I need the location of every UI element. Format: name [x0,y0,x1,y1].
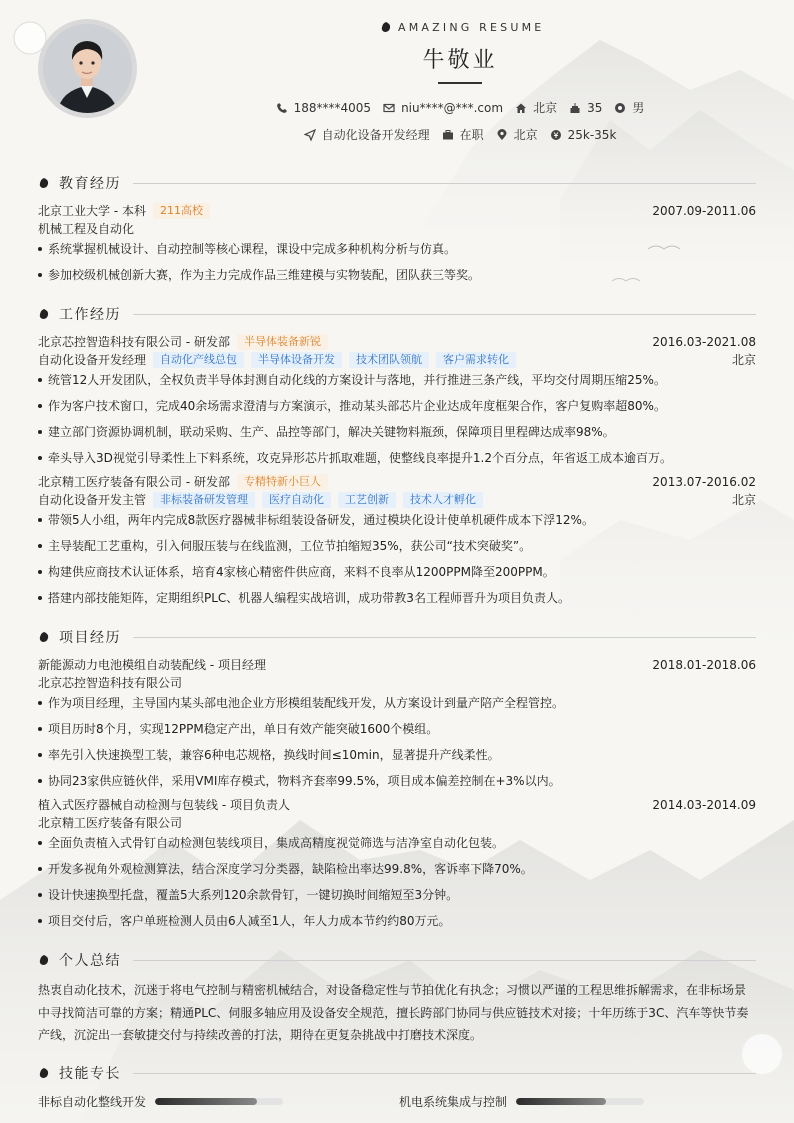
status-text: 在职 [459,128,484,142]
role-name: 自动化设备开发经理 [38,353,147,367]
skill-name: 机电系统集成与控制 [399,1094,508,1109]
school-name: 北京工业大学 - 本科 [38,204,146,218]
education-major-row [38,220,756,237]
ink-drop-icon [38,1067,50,1079]
briefcase-icon [442,129,454,141]
mail-icon [383,102,395,114]
ink-drop-icon [38,954,50,966]
skill-tag: 客户需求转化 [436,352,516,368]
project-header-row [38,796,756,813]
project-bullet: 项目交付后，客户单班检测人员由6人减至1人，年人力成本节约约80万元。 [38,912,756,929]
work-bullet: 带领5人小组，两年内完成8款医疗器械非标组装设备研发，通过模块化设计使单机硬件成本下浮12%。 [38,511,756,528]
skill-bar [155,1098,283,1105]
section-skills [38,1064,756,1082]
salary-icon [550,129,562,141]
home-text: 北京 [533,101,558,115]
ink-drop-icon [380,21,392,33]
company-tag: 专精特新小巨人 [237,474,328,490]
phone-text: 188****4005 [293,100,372,115]
job-intent-row [0,126,794,143]
work-bullet: 统管12人开发团队，全权负责半导体封测自动化线的方案设计与落地，并行推进三条产线，平均交付周期压缩25%。 [38,371,756,388]
header-tagline [380,20,544,34]
contact-row [0,99,794,116]
work-bullet: 建立部门资源协调机制，联动采购、生产、品控等部门，解决关键物料瓶颈，保障项目里程碑达成率98%。 [38,423,756,440]
company-name: 北京精工医疗装备有限公司 - 研发部 [38,475,230,489]
skill-tag: 自动化产线总包 [153,352,244,368]
job-position [304,126,430,143]
send-icon [304,129,316,141]
company-name: 北京芯控智造科技有限公司 - 研发部 [38,335,230,349]
project-company-row [38,814,756,831]
work-bullet: 主导装配工艺重构，引入伺服压装与在线监测，工位节拍缩短35%，获公司“技术突破奖”。 [38,537,756,554]
work-period: 2013.07-2016.02 [652,474,756,489]
phone-icon [276,102,288,114]
skill-bar [516,1098,644,1105]
skill-tag: 非标装备研发管理 [153,492,255,508]
email-text: niu****@***.com [401,100,504,115]
project-bullet: 全面负责植入式骨钉自动检测包装线项目，集成高精度视觉筛选与洁净室自动化包装。 [38,834,756,851]
project-bullet: 设计快速换型托盘，覆盖5大系列120余款骨钉，一键切换时间缩短至3分钟。 [38,886,756,903]
project-company-row [38,674,756,691]
contact-email [383,101,503,115]
gender-text: 男 [632,101,645,115]
work-header-row [38,473,756,490]
skill-item [38,1093,283,1109]
section-work [38,305,756,323]
education-period: 2007.09-2011.06 [652,203,756,218]
work-header-row [38,333,756,350]
job-status [442,126,484,143]
gender-icon [614,102,626,114]
section-summary [38,951,756,969]
work-city: 北京 [731,493,756,507]
education-bullet: 系统掌握机械设计、自动控制等核心课程，课设中完成多种机构分析与仿真。 [38,240,756,257]
major-name: 机械工程及自动化 [38,222,135,236]
ink-drop-icon [38,177,50,189]
work-role-row [38,491,756,508]
section-divider [133,960,756,961]
skill-bar-fill [155,1098,257,1105]
skill-tag: 技术人才孵化 [403,492,483,508]
skill-name: 非标自动化整线开发 [38,1094,147,1109]
ink-drop-icon [38,308,50,320]
education-bullet: 参加校级机械创新大赛，作为主力完成作品三维建模与实物装配，团队获三等奖。 [38,266,756,283]
company-tag: 半导体装备新锐 [237,334,328,350]
tagline-text: AMAZING RESUME [398,20,545,34]
section-title: 教育经历 [59,176,121,192]
section-divider [133,314,756,315]
project-bullet: 项目历时8个月，实现12PPM稳定产出，单日有效产能突破1600个模组。 [38,720,756,737]
candidate-name: 牛敬业 [422,48,498,73]
position-text: 自动化设备开发经理 [321,128,430,142]
contact-age [569,101,602,115]
work-period: 2016.03-2021.08 [652,334,756,349]
section-divider [133,183,756,184]
project-bullet: 率先引入快速换型工装，兼容6种电芯规格，换线时间≤10min，显著提升产线柔性。 [38,746,756,763]
section-title: 项目经历 [59,630,121,646]
job-city [496,126,538,143]
project-bullet: 作为项目经理，主导国内某头部电池企业方形模组装配线开发，从方案设计到量产陪产全程管控。 [38,694,756,711]
salary-text: 25k-35k [567,127,617,142]
section-title: 个人总结 [59,953,121,969]
location-icon [496,129,508,141]
cake-icon [569,102,581,114]
contact-gender [614,99,644,116]
contact-phone [276,101,371,115]
work-role-row [38,351,756,368]
ink-drop-icon [38,631,50,643]
home-icon [515,102,527,114]
section-title: 工作经历 [59,307,121,323]
section-divider [133,637,756,638]
section-education [38,174,756,192]
section-title: 技能专长 [59,1066,121,1082]
skill-tag: 工艺创新 [338,492,396,508]
skill-tag: 医疗自动化 [262,492,331,508]
summary-text: 热衷自动化技术，沉迷于将电气控制与精密机械结合，对设备稳定性与节拍优化有执念；习惯以严谨的工程思维拆解需求，在非标场景中寻找简洁可靠的方案；精通PLC、伺服多轴应用及设备安全规范，擅长跨部门协同与供应链技术对接；十年历练于3C、汽车等快节奏产线，沉淀出一套敏捷交付与持续改善的打法，期待在更复杂挑战中打磨技术深度。 [38,983,749,1042]
work-bullet: 构建供应商技术认证体系，培育4家核心精密件供应商，来料不良率从1200PPM降至200PPM。 [38,563,756,580]
work-bullet: 牵头导入3D视觉引导柔性上下料系统，攻克异形芯片抓取难题，使整线良率提升1.2个百分点，年省返工成本逾百万。 [38,449,756,466]
education-header-row [38,202,756,219]
section-divider [133,1073,756,1074]
job-salary [550,128,617,142]
contact-home [515,99,557,116]
skill-tag: 技术团队领航 [349,352,429,368]
skill-item [399,1093,644,1109]
section-projects [38,628,756,646]
skill-bar-fill [516,1098,606,1105]
project-period: 2018.01-2018.06 [652,657,756,672]
name-underline [438,82,482,84]
work-bullet: 作为客户技术窗口，完成40余场需求澄清与方案演示，推动某头部芯片企业达成年度框架合作，客户复购率超80%。 [38,397,756,414]
project-company: 北京精工医疗装备有限公司 [38,816,183,830]
skill-tag: 半导体设备开发 [251,352,342,368]
work-city: 北京 [731,353,756,367]
age-text: 35 [587,100,603,115]
project-title: 新能源动力电池模组自动装配线 - 项目经理 [38,658,266,672]
project-bullet: 协同23家供应链伙伴，采用VMI库存模式，物料齐套率99.5%，项目成本偏差控制在+3%以内。 [38,772,756,789]
project-title: 植入式医疗器械自动检测与包装线 - 项目负责人 [38,798,290,812]
city-text: 北京 [513,128,538,142]
project-bullet: 开发多视角外观检测算法，结合深度学习分类器，缺陷检出率达99.8%，客诉率下降70%。 [38,860,756,877]
work-bullet: 搭建内部技能矩阵，定期组织PLC、机器人编程实战培训，成功带教3名工程师晋升为项目负责人。 [38,589,756,606]
role-name: 自动化设备开发主管 [38,493,147,507]
project-company: 北京芯控智造科技有限公司 [38,676,183,690]
project-header-row [38,656,756,673]
project-period: 2014.03-2014.09 [652,797,756,812]
school-tag: 211高校 [153,203,210,219]
